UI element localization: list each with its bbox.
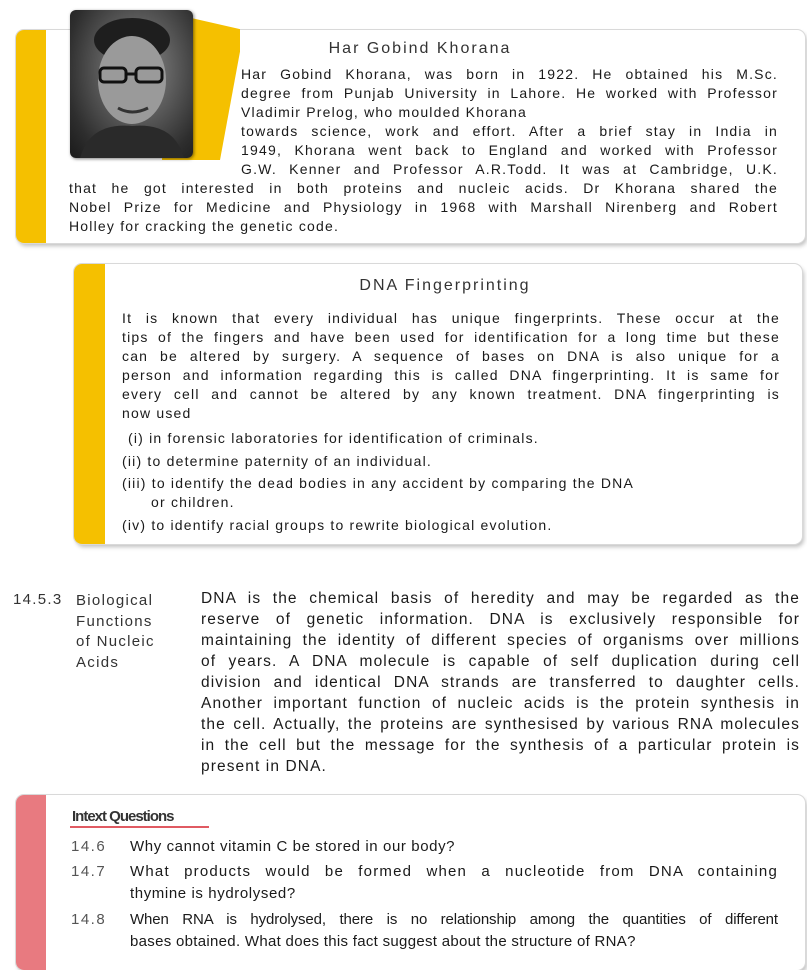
khorana-text-line: Holley for cracking the genetic code. — [69, 218, 340, 234]
section-text-line: of years. A DNA molecule is capable of self duplication during cell — [201, 653, 800, 670]
fingerprinting-title: DNA Fingerprinting — [359, 277, 531, 294]
fingerprinting-list-item: (iv) to identify racial groups to rewrite biological evolution. — [122, 517, 553, 533]
question-text: What products would be formed when a nucleotide from DNA containing — [130, 863, 778, 880]
fingerprinting-text-line: person and information regarding this is called DNA fingerprinting. It is same for — [122, 367, 780, 383]
section-text-line: in the cell but the message for the synthesis of a particular protein is — [201, 737, 800, 754]
khorana-accent-bar — [16, 30, 46, 243]
fingerprinting-text-line: It is known that every individual has unique fingerprints. These occur at the — [122, 310, 780, 326]
section-text-line: Another important function of nucleic acids is the protein synthesis in — [201, 695, 800, 712]
question-number: 14.8 — [71, 911, 107, 928]
section-title — [76, 591, 155, 673]
section-text-line: division and identical DNA strands are transferred to daughter cells. — [201, 674, 800, 691]
question-number: 14.7 — [71, 863, 107, 880]
section-title-line: Acids — [76, 653, 120, 671]
question-text: When RNA is hydrolysed, there is no relationship among the quantities of different — [130, 911, 778, 928]
section-text-line: DNA is the chemical basis of heredity and may be regarded as the — [201, 590, 800, 607]
fingerprinting-list-item: (iii) to identify the dead bodies in any accident by comparing the DNA — [122, 475, 635, 491]
khorana-text-line: G.W. Kenner and Professor A.R.Todd. It was at Cambridge, U.K. — [241, 161, 778, 177]
fingerprinting-text-line: every cell and cannot be altered by any known treatment. DNA fingerprinting is — [122, 386, 780, 402]
fingerprinting-text-line: now used — [122, 405, 192, 421]
section-title-line: of Nucleic — [76, 633, 155, 650]
section-title-line: Functions — [76, 612, 153, 630]
intext-accent-bar — [16, 795, 46, 970]
khorana-text-line: Har Gobind Khorana, was born in 1922. He obtained his M.Sc. — [241, 66, 778, 82]
question-number: 14.6 — [71, 838, 107, 855]
section-text-line: reserve of genetic information. DNA is exclusively responsible for — [201, 611, 800, 628]
khorana-text-line: towards science, work and effort. After a brief stay in India in — [241, 123, 778, 139]
fingerprinting-list-item: (ii) to determine paternity of an individual. — [122, 453, 433, 469]
intext-title: Intext Questions — [72, 808, 174, 825]
khorana-text-line: 1949, Khorana went back to England and worked with Professor — [241, 142, 778, 158]
khorana-text-line: degree from Punjab University in Lahore. He worked with Professor — [241, 85, 778, 101]
question-text: bases obtained. What does this fact suggest about the structure of RNA? — [130, 933, 636, 950]
khorana-text-line: Nobel Prize for Medicine and Physiology in 1968 with Marshall Nirenberg and Robert — [69, 199, 778, 215]
section-number: 14.5.3 — [13, 591, 63, 608]
question-text: thymine is hydrolysed? — [130, 885, 296, 902]
khorana-portrait-image — [70, 10, 193, 158]
section-title-line: Biological — [76, 592, 154, 609]
fingerprinting-text-line: tips of the fingers and have been used for identification for a long time but these — [122, 329, 780, 345]
intext-title-underline — [70, 826, 209, 828]
section-text-line: present in DNA. — [201, 758, 327, 775]
khorana-title: Har Gobind Khorana — [328, 40, 512, 57]
fingerprinting-list-item: or children. — [151, 494, 235, 510]
khorana-text-line: that he got interested in both proteins and nucleic acids. Dr Khorana shared the — [69, 180, 778, 196]
section-text-line: the cell. Actually, the proteins are synthesised by various RNA molecules — [201, 716, 800, 733]
khorana-text-line: Vladimir Prelog, who moulded Khorana — [241, 104, 527, 120]
fingerprinting-accent-bar — [74, 264, 105, 544]
fingerprinting-list-item: (i) in forensic laboratories for identification of criminals. — [128, 430, 539, 446]
question-text: Why cannot vitamin C be stored in our body? — [130, 838, 456, 855]
section-text-line: maintaining the identity of different species of organisms over millions — [201, 632, 800, 649]
fingerprinting-text-line: can be altered by surgery. A sequence of bases on DNA is also unique for a — [122, 348, 780, 364]
